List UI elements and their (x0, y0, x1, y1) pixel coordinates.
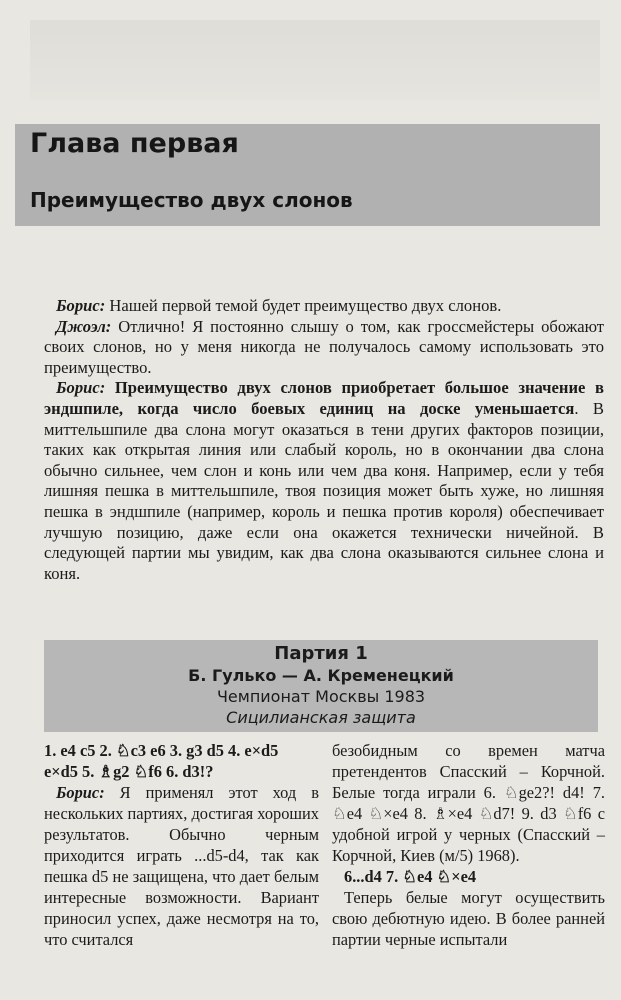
speaker-name: Борис: (56, 296, 106, 315)
paragraph: безобидным со времен матча претендентов Спасский – Корчной. Белые тогда играли 6. ♘ge2?! d4! 7. ♘e4 ♘×e4 8. ♗×e4 ♘d7! 9. d3 ♘f6 с удобной игрой у черных (Спасский – Корчной, Киев (м/5) 1968). (332, 741, 605, 865)
paragraph (44, 782, 319, 950)
moves-line: e×d5 5. ♗g2 ♘f6 6. d3!? (44, 762, 214, 781)
paragraph: Теперь белые могут осуществить свою дебютную идею. В более ранней партии черные испытали (332, 888, 605, 949)
intro-text (44, 296, 604, 584)
game-opening: Сицилианская защита (226, 708, 416, 727)
moves (44, 740, 319, 782)
paragraph (44, 296, 604, 317)
paragraph-text: . В миттельшпиле два слона могут оказаться в тени других факторов позиции, таких как открытая линия или слабый король, но в окончании два слона обычно сильнее, чем слон и конь или чем два коня. Например, если у тебя лишняя пешка в миттельшпиле, твоя позиция может быть хуже, но лишняя пешка в эндшпиле (например, король и пешка против короля) обеспечивает лучшую позицию, даже если она окажется технически ничейной. В следующей партии мы увидим, как два слона оказываются сильнее слона и коня. (44, 398, 604, 583)
game-players: Б. Гулько — А. Кременецкий (188, 666, 454, 685)
left-column (44, 740, 319, 950)
bold-text: Преимущество двух слонов приобретает большое значение в эндшпиле, когда число боевых единиц на доске уменьшается (44, 378, 604, 418)
game-header (44, 640, 598, 732)
game-title: Партия 1 (274, 643, 368, 664)
chapter-subtitle: Преимущество двух слонов (30, 188, 353, 212)
paragraph-text: Я применял этот ход в нескольких партиях, достигая хороших результатов. Обычно черным приходится играть ...d5-d4, так как пешка d5 не защищена, что дает белым интересные возможности. Вариант приносил успех, даже несмотря на то, что считался (44, 783, 319, 949)
paragraph (44, 317, 604, 379)
paragraph-text: Нашей первой темой будет преимущество двух слонов. (105, 296, 502, 315)
paragraph-text: Отлично! Я постоянно слышу о том, как гроссмейстеры обожают своих слонов, но у меня никогда не получалось самому использовать это преимущество. (44, 316, 604, 377)
paragraph (44, 378, 604, 584)
chapter-header (15, 124, 600, 226)
moves: 6...d4 7. ♘e4 ♘×e4 (344, 867, 477, 886)
bleed-through-text (30, 20, 600, 100)
speaker-name: Джоэл: (56, 316, 112, 336)
game-event: Чемпионат Москвы 1983 (216, 687, 426, 706)
moves-line: 1. e4 c5 2. ♘c3 e6 3. g3 d5 4. e×d5 (44, 741, 279, 760)
speaker-name: Борис: (56, 783, 105, 802)
speaker-name: Борис: (56, 378, 106, 398)
right-column (332, 740, 605, 950)
chapter-title: Глава первая (30, 128, 239, 159)
